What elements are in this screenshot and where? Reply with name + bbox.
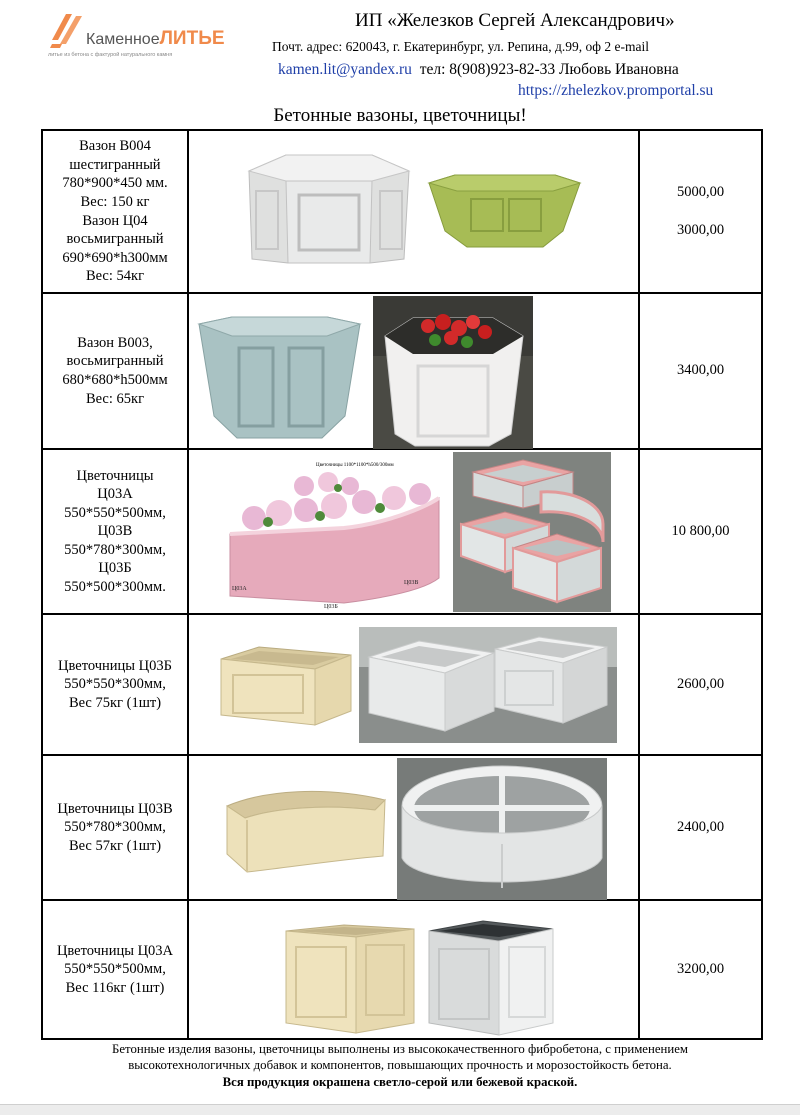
octagonal-planter-photo <box>427 173 582 251</box>
website-link[interactable]: https://zhelezkov.promportal.su <box>518 82 714 99</box>
product-photos <box>188 449 639 614</box>
table-row <box>42 130 762 293</box>
grey-cube-planter-photo <box>427 919 555 1037</box>
planter-with-flowers-photo <box>373 296 533 449</box>
product-photos <box>188 755 639 900</box>
company-name: ИП «Железков Сергей Александрович» <box>355 10 675 31</box>
logo-stripes-icon <box>48 10 88 50</box>
product-description: Цветочницы Ц03В 550*780*300мм, Вес 57кг (1шт) <box>42 755 188 900</box>
product-description: Цветочницы Ц03А 550*550*500мм, Ц03В 550*780*300мм, Ц03Б 550*500*300мм. <box>42 449 188 614</box>
company-logo <box>46 8 226 60</box>
photo-label: Ц03А <box>232 586 247 592</box>
product-description: Вазон В004 шестигранный 780*900*450 мм. Вес: 150 кг Вазон Ц04 восьмигранный 690*690*h300мм Вес: 54кг <box>42 130 188 293</box>
contact-line <box>278 61 679 79</box>
octagonal-tall-planter-photo <box>197 316 362 441</box>
price-cell: 2400,00 <box>639 755 762 900</box>
footer-line: Бетонные изделия вазоны, цветочницы выполнены из высококачественного фибробетона, с применением <box>112 1042 688 1056</box>
footer-line: высокотехнологичных добавок и компонентов, повышающих прочность и морозостойкость бетона. <box>128 1058 672 1073</box>
price-cell: 10 800,00 <box>639 449 762 614</box>
product-photos <box>188 900 639 1039</box>
product-photos <box>188 614 639 755</box>
price-cell: 3400,00 <box>639 293 762 449</box>
email-link[interactable]: kamen.lit@yandex.ru <box>278 61 412 78</box>
footer-note <box>0 1041 800 1090</box>
table-row <box>42 755 762 900</box>
logo-text-casting: ЛИТЬЕ <box>159 28 225 49</box>
footer-bold-line: Вся продукция окрашена светло-серой или бежевой краской. <box>222 1074 578 1089</box>
grey-round-planter-set-photo <box>397 758 607 900</box>
hexagonal-planter-photo <box>244 151 414 266</box>
photo-label: Ц03В <box>404 580 419 586</box>
product-description: Цветочницы Ц03Б 550*550*300мм, Вес 75кг (1шт) <box>42 614 188 755</box>
table-row <box>42 614 762 755</box>
grey-box-planters-photo <box>359 627 617 743</box>
pink-planter-set-photo <box>224 458 446 610</box>
price-cell: 3200,00 <box>639 900 762 1039</box>
grey-planter-set-photo <box>453 452 611 612</box>
phone-text: тел: 8(908)923-82-33 Любовь Ивановна <box>419 61 679 78</box>
table-row <box>42 449 762 614</box>
page-title: Бетонные вазоны, цветочницы! <box>273 105 527 126</box>
beige-cube-planter-photo <box>284 923 416 1035</box>
postal-address: Почт. адрес: 620043, г. Екатеринбург, ул. Репина, д.99, оф 2 e-mail <box>272 39 649 54</box>
price-cell: 2600,00 <box>639 614 762 755</box>
table-row <box>42 293 762 449</box>
table-row <box>42 900 762 1039</box>
price-cell: 5000,00 3000,00 <box>639 130 762 293</box>
product-description: Цветочницы Ц03А 550*550*500мм, Вес 116кг (1шт) <box>42 900 188 1039</box>
product-table <box>41 129 763 1040</box>
logo-tagline: литье из бетона с фактурой натурального камня <box>48 52 173 58</box>
bottom-scroll-strip[interactable] <box>0 1104 800 1115</box>
product-photos <box>188 130 639 293</box>
beige-box-planter-photo <box>219 645 354 727</box>
beige-corner-planter-photo <box>225 784 390 874</box>
product-photos <box>188 293 639 449</box>
logo-text-stone: Каменное <box>86 31 160 48</box>
product-description: Вазон В003, восьмигранный 680*680*h500мм Вес: 65кг <box>42 293 188 449</box>
photo-label: Ц03Б <box>324 604 338 610</box>
photo-caption: Цветочницы 1100*1100*h500/300мм <box>316 463 394 468</box>
